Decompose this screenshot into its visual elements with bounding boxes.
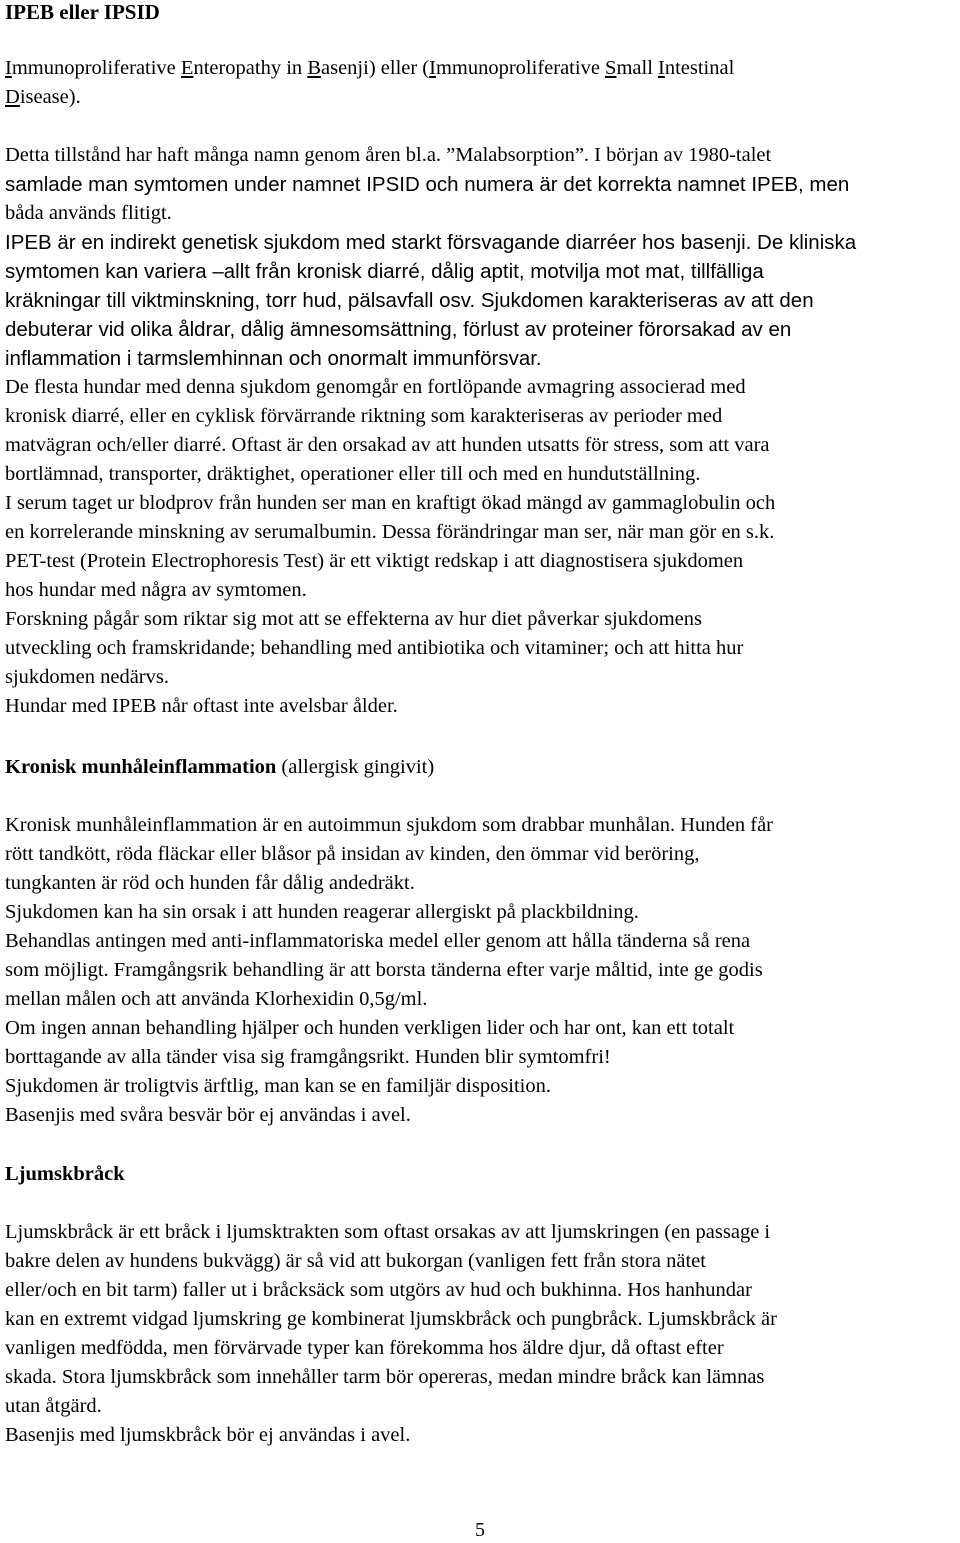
kronisk-heading-rest: (allergisk gingivit)	[276, 756, 435, 778]
text-segment: Forskning pågår som riktar sig mot att se effekterna av hur diet påverkar sjukdomens	[5, 608, 703, 630]
text-segment: kronisk diarré, eller en cyklisk förvärrande riktning som karakteriseras av perioder med	[5, 405, 723, 427]
text-segment: PET-test (Protein Electrophoresis Test) är ett viktigt redskap i att diagnostisera sjukdomen	[5, 550, 744, 572]
text-segment: Hundar med IPEB når oftast inte avelsbar ålder.	[5, 695, 398, 717]
text-segment: utveckling och framskridande; behandling med antibiotika och vitaminer; och att hitta hur	[5, 637, 744, 659]
text-segment: mmunoproliferative	[435, 57, 606, 79]
ipeb-line	[5, 460, 700, 489]
ljumsk-line: utan åtgärd.	[5, 1395, 102, 1417]
ipeb-line	[5, 141, 771, 170]
text-segment: kräkningar till viktminskning, torr hud, pälsavfall osv. Sjukdomen karakteriseras av att den	[5, 289, 814, 312]
ipeb-line	[5, 518, 774, 547]
text-segment: matvägran och/eller diarré. Oftast är den orsakad av att hunden utsatts för stress, som att vara	[5, 434, 770, 456]
ljumsk-line: Basenjis med ljumskbråck bör ej användas i avel.	[5, 1424, 411, 1446]
text-segment: bortlämnad, transporter, dräktighet, operationer eller till och med en hundutställning.	[5, 463, 701, 485]
text-segment: hos hundar med några av symtomen.	[5, 579, 307, 601]
text-segment: debuterar vid olika åldrar, dålig ämnesomsättning, förlust av proteiner förorsakad av en	[5, 318, 792, 341]
ipeb-line	[5, 605, 702, 634]
text-segment: inflammation i tarmslemhinnan och onormalt immunförsvar.	[5, 347, 542, 370]
ipeb-line	[5, 547, 743, 576]
ipeb-line	[5, 634, 743, 663]
text-segment: symtomen kan variera –allt från kronisk diarré, dålig aptit, motvilja mot mat, tillfälliga	[5, 260, 764, 283]
ipeb-line	[5, 315, 791, 344]
kronisk-line: tungkanten är röd och hunden får dålig andedräkt.	[5, 872, 415, 894]
text-segment: sjukdomen nedärvs.	[5, 666, 169, 688]
ljumsk-line: Ljumskbråck är ett bråck i ljumsktrakten som oftast orsakas av att ljumskringen (en passage i	[5, 1221, 771, 1243]
kronisk-line: som möjligt. Framgångsrik behandling är att borsta tänderna efter varje måltid, inte ge godis	[5, 959, 763, 981]
text-segment: liferative	[101, 57, 181, 79]
ljumsk-heading: Ljumskbråck	[5, 1163, 125, 1185]
underlined-initial: S	[605, 57, 617, 79]
underlined-initial: I	[5, 57, 12, 79]
ipeb-line	[5, 692, 398, 721]
ipeb-line	[5, 663, 169, 692]
underlined-initial: D	[5, 86, 20, 108]
text-segment: Detta tillstånd har haft många namn genom åren bl.a. ”Malabsorption”. I början av 1980-talet	[5, 144, 772, 166]
text-segment: samlade man symtomen under namnet IPSID och numera är det korrekta namnet IPEB, men	[5, 173, 850, 196]
ipeb-line	[5, 344, 542, 373]
ipeb-line	[5, 199, 172, 228]
ipeb-line	[5, 286, 814, 315]
text-segment: IPEB är en indirekt genetisk sjukdom med starkt försvagande diarréer hos basenji. De kliniska	[5, 231, 857, 254]
ljumsk-line: eller/och en bit tarm) faller ut i bråcksäck som utgörs av hud och bukhinna. Hos hanhundar	[5, 1279, 752, 1301]
kronisk-heading-bold: Kronisk munhåleinflammation	[5, 756, 277, 778]
underlined-initial: I	[429, 57, 436, 79]
page-number: 5	[475, 1519, 485, 1541]
ipeb-heading: IPEB eller IPSID	[5, 0, 160, 24]
text-segment: en korrelerande minskning av serumalbumin. Dessa förändringar man ser, när man gör en s.k.	[5, 521, 775, 543]
text-segment: isease).	[19, 86, 81, 108]
ipeb-line	[5, 170, 849, 199]
ipeb-line	[5, 83, 81, 112]
kronisk-line: rött tandkött, röda fläckar eller blåsor på insidan av kinden, den ömmar vid beröring,	[5, 843, 700, 865]
text-segment: De flesta hundar med denna sjukdom genomgår en fortlöpande avmagring associerad med	[5, 376, 746, 398]
ljumsk-line: skada. Stora ljumskbråck som innehåller tarm bör opereras, medan mindre bråck kan lämnas	[5, 1366, 765, 1388]
ljumsk-line: vanligen medfödda, men förvärvade typer kan förekomma hos äldre djur, då oftast efter	[5, 1337, 724, 1359]
underlined-initial: B	[307, 57, 321, 79]
ljumsk-line: kan en extremt vidgad ljumskring ge kombinerat ljumskbråck och pungbråck. Ljumskbråck är	[5, 1308, 777, 1330]
text-segment: ntestinal	[664, 57, 735, 79]
ipeb-line	[5, 373, 746, 402]
ipeb-line	[5, 431, 770, 460]
text-segment: båda används flitigt.	[5, 202, 172, 224]
ipeb-line	[5, 257, 764, 286]
ipeb-line	[5, 54, 734, 83]
text-segment: nteropathy in	[193, 57, 308, 79]
kronisk-line: mellan målen och att använda Klorhexidin 0,5g/ml.	[5, 988, 428, 1010]
kronisk-line: borttagande av alla tänder visa sig framgångsrikt. Hunden blir symtomfri!	[5, 1046, 611, 1068]
text-segment: asenji) eller (	[321, 57, 430, 79]
kronisk-line: Behandlas antingen med anti-inflammatoriska medel eller genom att hålla tänderna så rena	[5, 930, 751, 952]
ljumsk-line: bakre delen av hundens bukvägg) är så vid att bukorgan (vanligen fett från stora nätet	[5, 1250, 706, 1272]
kronisk-line: Sjukdomen är troligtvis ärftlig, man kan se en familjär disposition.	[5, 1075, 552, 1097]
kronisk-line: Om ingen annan behandling hjälper och hunden verkligen lider och har ont, kan ett totalt	[5, 1017, 735, 1039]
underlined-initial: I	[658, 57, 665, 79]
kronisk-line: Basenjis med svåra besvär bör ej användas i avel.	[5, 1104, 411, 1126]
kronisk-line: Kronisk munhåleinflammation är en autoimmun sjukdom som drabbar munhålan. Hunden får	[5, 814, 774, 836]
kronisk-heading	[5, 753, 434, 782]
ipeb-line	[5, 228, 856, 257]
ipeb-line	[5, 576, 307, 605]
ipeb-line	[5, 402, 722, 431]
text-segment: mall	[616, 57, 659, 79]
ipeb-line	[5, 489, 775, 518]
underlined-initial: E	[180, 57, 194, 79]
text-segment: I serum taget ur blodprov från hunden ser man en kraftigt ökad mängd av gammaglobulin och	[5, 492, 776, 514]
kronisk-line: Sjukdomen kan ha sin orsak i att hunden reagerar allergiskt på plackbildning.	[5, 901, 639, 923]
text-segment: mmunopro	[11, 57, 102, 79]
